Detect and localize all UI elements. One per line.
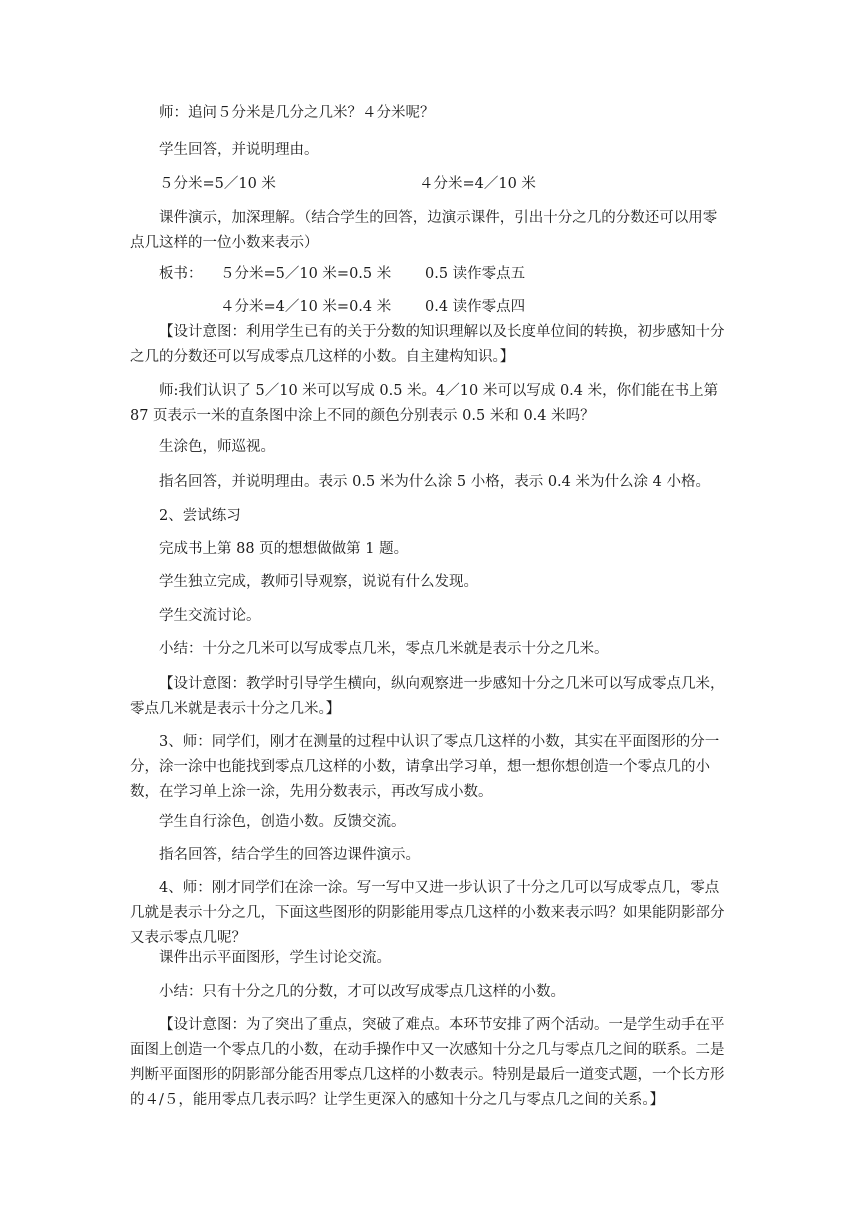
paragraph-show-shapes: 课件出示平面图形，学生讨论交流。	[159, 950, 391, 966]
equation-5dm: ５分米=5／10 米	[159, 176, 276, 192]
paragraph-teacher-color: 师:我们认识了 5／10 米可以写成 0.5 米。4／10 米可以写成 0.4 米，你们能在书上第 87 页表示一米的直条图中涂上不同的颜色分别表示 0.5 米和 0.4 米吗？	[130, 383, 719, 424]
paragraph-summary-2: 小结：只有十分之几的分数，才可以改写成零点几这样的小数。	[159, 984, 565, 1000]
paragraph-question: 师：追问５分米是几分之几米？４分米呢？	[159, 105, 435, 121]
paragraph-self-coloring: 学生自行涂色，创造小数。反馈交流。	[159, 814, 406, 830]
board-line2-equation: ４分米=4／10 米=0.4 米	[220, 299, 392, 315]
paragraph-teacher-4: 4、师：刚才同学们在涂一涂。写一写中又进一步认识了十分之几可以写成零点几，零点几就是表示十分之几，下面这些图形的阴影能用零点几这样的小数来表示吗？如果能阴影部分又表示零点几呢？	[130, 880, 725, 946]
board-label: 板书：	[159, 266, 203, 282]
section-heading-try-practice: 2、尝试练习	[159, 508, 241, 524]
paragraph-courseware-demo: 课件演示，加深理解。（结合学生的回答，边演示课件，引出十分之几的分数还可以用零点几这样的一位小数来表示）	[130, 210, 718, 251]
paragraph-complete-exercise: 完成书上第 88 页的想想做做第 1 题。	[159, 541, 409, 557]
paragraph-summary-1: 小结：十分之几米可以写成零点几米，零点几米就是表示十分之几米。	[159, 641, 609, 657]
paragraph-students-color: 生涂色，师巡视。	[159, 439, 275, 455]
paragraph-student-answer: 学生回答，并说明理由。	[159, 142, 319, 158]
design-intent-1: 【设计意图：利用学生已有的关于分数的知识理解以及长度单位间的转换，初步感知十分之几的分数还可以写成零点几这样的小数。自主建构知识。】	[130, 324, 725, 365]
board-line1-reading: 0.5 读作零点五	[425, 266, 526, 282]
board-line1-equation: ５分米=5／10 米=0.5 米	[220, 266, 392, 282]
design-intent-3: 【设计意图：为了突出了重点，突破了难点。本环节安排了两个活动。一是学生动手在平面图上创造一个零点几的小数，在动手操作中又一次感知十分之几与零点几之间的联系。二是判断平面图形的阴影部分能否用零点几这样的小数表示。特别是最后一道变式题，一个长方形的４/５，能用零点几表示吗？让学生更深入的感知十分之几与零点几之间的关系。】	[130, 1017, 725, 1108]
paragraph-independent-work: 学生独立完成，教师引导观察，说说有什么发现。	[159, 574, 478, 590]
paragraph-discussion: 学生交流讨论。	[159, 608, 261, 624]
board-line2-reading: 0.4 读作零点四	[425, 299, 526, 315]
paragraph-answer-demo: 指名回答，结合学生的回答边课件演示。	[159, 847, 420, 863]
paragraph-teacher-3: 3、师：同学们，刚才在测量的过程中认识了零点几这样的小数，其实在平面图形的分一分，涂一涂中也能找到零点几这样的小数，请拿出学习单，想一想你想创造一个零点几的小数，在学习单上涂一涂，先用分数表示，再改写成小数。	[130, 734, 720, 800]
paragraph-explain-reason: 指名回答，并说明理由。表示 0.5 米为什么涂 5 小格，表示 0.4 米为什么涂 4 小格。	[159, 474, 710, 490]
equation-4dm: ４分米=4／10 米	[419, 176, 536, 192]
design-intent-2: 【设计意图：教学时引导学生横向，纵向观察进一步感知十分之几米可以写成零点几米，零点几米就是表示十分之几米。】	[130, 676, 725, 717]
